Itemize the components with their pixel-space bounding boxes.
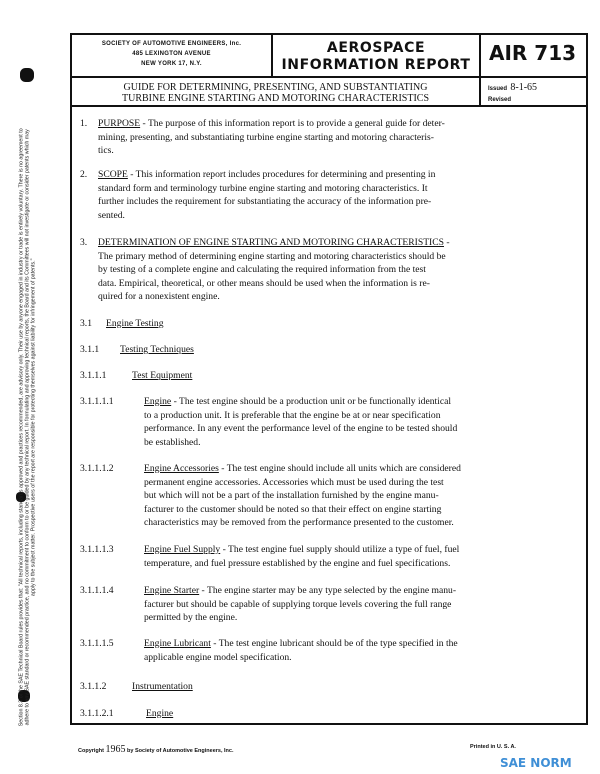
- section-number: 3.1.1.2: [80, 681, 107, 692]
- section-heading: Engine: [144, 396, 172, 407]
- section-3-1-1-1-1: [80, 395, 457, 449]
- section-text-line: performance. In any event the performance level of the engine to be tested should: [144, 423, 458, 434]
- section-text-line: - The engine starter may be any type selected by the engine manu-: [199, 585, 457, 596]
- section-heading: Engine Starter: [144, 585, 200, 596]
- section-number: 3.1.1.1.5: [80, 638, 114, 649]
- section-number: 3.1: [80, 318, 92, 329]
- scan-blot: [20, 68, 34, 82]
- section-number: 3.: [80, 237, 88, 248]
- issued-date: 8-1-65: [510, 82, 538, 93]
- section-heading: Testing Techniques: [120, 344, 194, 355]
- section-text-line: but which will not be a part of the installation furnished by the engine manu-: [144, 490, 439, 501]
- issue-block: [481, 78, 588, 107]
- section-3-1-1-2-1: [80, 707, 173, 721]
- section-number: 3.1.1.1: [80, 370, 107, 381]
- section-heading: Engine Testing: [106, 318, 164, 329]
- section-text-line: - This information report includes procedures for determining and presenting in: [127, 169, 436, 180]
- section-heading: Engine Lubricant: [144, 638, 211, 649]
- section-heading: Engine: [146, 708, 174, 719]
- section-text-line: applicable engine model specification.: [144, 651, 292, 663]
- title-line2: TURBINE ENGINE STARTING AND MOTORING CHARACTERISTICS: [121, 93, 430, 104]
- copyright: [78, 744, 234, 755]
- document-title: [70, 78, 481, 107]
- section-heading: Engine Fuel Supply: [144, 544, 221, 555]
- copyright-holder: by Society of Automotive Engineers, Inc.: [127, 748, 234, 754]
- report-type-line2: INFORMATION REPORT: [281, 57, 471, 73]
- section-3-1-1-2: [80, 680, 193, 694]
- section-1: [80, 117, 445, 158]
- section-3-1-1-1-2: [80, 462, 461, 530]
- org-city: NEW YORK 17, N.Y.: [141, 61, 202, 67]
- section-text-line: - The test engine should include all units which are considered: [218, 463, 461, 474]
- section-heading: DETERMINATION OF ENGINE STARTING AND MOTORING CHARACTERISTICS: [98, 237, 444, 248]
- section-text-line: quired for a nonexistent engine.: [98, 291, 220, 302]
- section-text-line: data. Empirical, theoretical, or other means should be used when the information is re-: [98, 277, 430, 289]
- section-heading: SCOPE: [98, 169, 128, 180]
- section-3-1: [80, 317, 164, 331]
- watermark-logo: SAE NORM: [500, 756, 572, 770]
- copyright-label: Copyright: [78, 748, 104, 754]
- section-text-line: to a production unit. It is preferable that the engine be at or near specification: [144, 409, 441, 421]
- section-text-line: -: [443, 237, 450, 248]
- section-heading: Test Equipment: [132, 370, 193, 381]
- section-text-line: by testing of a complete engine and calculating the required information from the test: [98, 264, 426, 275]
- section-number: 3.1.1.1.4: [80, 585, 114, 596]
- section-number: 3.1.1.1.1: [80, 396, 114, 407]
- section-3-1-1: [80, 343, 194, 357]
- section-text-line: facturer to the customer should be noted so that their effect on engine starting: [144, 503, 442, 515]
- section-number: 3.1.1.1.2: [80, 463, 114, 474]
- section-text-line: facturer but should be capable of supplying torque levels covering the full range: [144, 598, 452, 610]
- section-number: 1.: [80, 118, 88, 129]
- section-number: 2.: [80, 169, 88, 180]
- revised-label: Revised: [488, 97, 512, 103]
- section-number: 3.1.1: [80, 344, 100, 355]
- section-3-1-1-1-3: [80, 543, 459, 570]
- section-text-line: - The test engine lubricant should be of the type specified in the: [210, 638, 458, 649]
- section-2: [80, 168, 435, 222]
- section-3-1-1-1: [80, 369, 192, 383]
- report-type-block: [273, 33, 481, 78]
- publisher-block: [70, 33, 273, 78]
- section-3-1-1-1-4: [80, 584, 456, 625]
- section-text-line: - The test engine fuel supply should utilize a type of fuel, fuel: [220, 544, 460, 555]
- report-type-line1: AEROSPACE: [326, 40, 426, 56]
- copyright-year: 1965: [105, 744, 126, 755]
- section-heading: Engine Accessories: [144, 463, 219, 474]
- section-3: [80, 236, 450, 304]
- section-text-line: further includes the requirement for substantiating the accuracy of the information pre-: [98, 196, 432, 207]
- section-text-line: permanent engine accessories. Accessories which must be used during the test: [144, 476, 444, 488]
- section-text-line: permitted by the engine.: [144, 612, 238, 623]
- section-heading: PURPOSE: [98, 118, 141, 129]
- org-address: 485 LEXINGTON AVENUE: [132, 51, 211, 57]
- doc-number: AIR 713: [481, 33, 588, 78]
- printed-in: Printed in U. S. A.: [470, 744, 516, 750]
- section-heading: Instrumentation: [132, 681, 193, 692]
- section-number: 3.1.1.2.1: [80, 708, 114, 719]
- section-text-line: temperature, and fuel pressure established by the engine and fuel specifications.: [144, 557, 451, 569]
- org-name: SOCIETY OF AUTOMOTIVE ENGINEERS, Inc.: [101, 41, 242, 47]
- section-number: 3.1.1.1.3: [80, 544, 114, 555]
- section-3-1-1-1-5: [80, 637, 458, 664]
- section-text-line: The primary method of determining engine starting and motoring characteristics should be: [98, 250, 446, 262]
- title-line1: GUIDE FOR DETERMINING, PRESENTING, AND SUBSTANTIATING: [123, 82, 428, 93]
- section-text-line: be established.: [144, 436, 201, 448]
- section-text-line: - The purpose of this information report is to provide a general guide for deter-: [140, 118, 445, 129]
- section-text-line: sented.: [98, 209, 125, 221]
- issued-label: Issued: [488, 86, 508, 92]
- section-text-line: characteristics may be removed from the performance presented to the customer.: [144, 517, 454, 528]
- section-text-line: - The test engine should be a production unit or be functionally identical: [171, 396, 452, 407]
- section-text-line: standard form and terminology turbine engine starting and motoring characteristics. It: [98, 182, 428, 194]
- sae-disclaimer-note: Section 8.3 of the SAE Technical Board rules provides that: "All technical reports, including standards approved and practices recommended, are advisory only. Their use by anyone engaged in industry or trade is entirely voluntary. There is no agreement to adhere to any SAE standard or recommended practice, and no commitment to conform to or be guided by any technical report. In formulating and approving technical reports, the Board and its Committees will not investigate or consider patents which may apply to the subject matter. Prospective users of the report are responsible for protecting themselves against liability for infringement of patents.": [18, 128, 38, 727]
- section-text-line: tics.: [98, 145, 114, 156]
- section-text-line: mining, presenting, and substantiating turbine engine starting and motoring characteris-: [98, 131, 434, 143]
